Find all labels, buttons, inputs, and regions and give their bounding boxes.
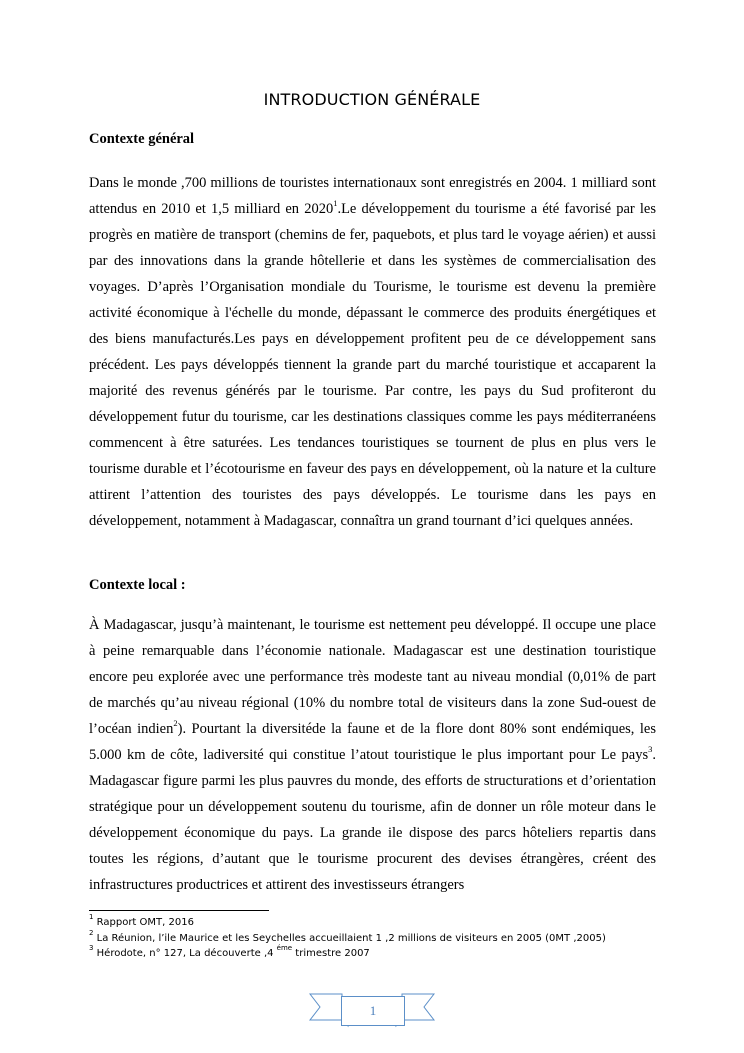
paragraph-general-context [89,170,656,534]
footnote-2 [89,928,606,944]
footnote-number: 2 [89,928,94,937]
footnote-text: Hérodote, n° 127, La découverte ,4 [93,948,277,959]
page-title: INTRODUCTION GÉNÉRALE [263,90,481,109]
section-heading-local-context: Contexte local : [89,577,186,593]
footnote-text: Rapport OMT, 2016 [93,917,194,928]
paragraph-text: À Madagascar, jusqu’à maintenant, le tourisme est nettement peu développé. Il occupe une place à peine remarquable dans l’économie nationale. Madagascar est une destination touristique encore peu explorée avec une performance très modeste tant au niveau mondial (0,01% de part de marchés qu’au niveau régional (10% du nombre total de visiteurs dans la zone Sud-ouest de l’océan indien [89,617,656,737]
footnote-1 [89,912,194,928]
footnote-number: 1 [89,912,94,921]
footnote-3 [89,943,370,959]
footnote-ref-2[interactable]: 2 [173,718,178,729]
paragraph-text: ). Pourtant la diversitéde la faune et de la flore dont 80% sont endémiques, les 5.000 km de côte, ladiversité qui constitue l’atout touristique le plus important pour Le pays [89,721,656,763]
footnote-text: La Réunion, l’ile Maurice et les Seychelles accueillaient 1 ,2 millions de visiteurs en 2005 (0MT ,2005) [93,933,606,944]
footnote-separator [89,910,269,911]
paragraph-text: Dans le monde ,700 millions de touristes internationaux sont enregistrés en 2004. 1 milliard sont attendus en 2010 et 1,5 milliard en 2020 [89,175,656,217]
page-number-banner [308,990,436,1034]
footnote-number: 3 [89,943,94,952]
footnote-text: trimestre 2007 [292,948,370,959]
section-heading-general-context: Contexte général [89,131,195,147]
paragraph-local-context [89,612,656,898]
footnote-ref-3[interactable]: 3 [648,744,653,755]
footnote-ref-1[interactable]: 1 [333,198,338,209]
paragraph-text: .Le développement du tourisme a été favorisé par les progrès en matière de transport (chemins de fer, paquebots, et plus tard le voyage aérien) et aussi par des innovations dans la grande hôtellerie et dans les systèmes de commercialisation des voyages. D’après l’Organisation mondiale du Tourisme, le tourisme est devenu la première activité économique à l'échelle du monde, dépassant le commerce des produits énergétiques et des biens manufacturés.Les pays en développement profitent peu de ce développement sans précédent. Les pays développés tiennent la grande part du marché touristique et accaparent la majorité des revenus générés par le tourisme. Par contre, les pays du Sud profiteront du développement futur du tourisme, car les destinations classiques comme les pays méditerranéens commencent à être saturées. Les tendances touristiques se tournent de plus en plus vers le tourisme durable et l’écotourisme en faveur des pays en développement, où la nature et la culture attirent l’attention des touristes des pays développés. Le tourisme dans les pays en développement, notamment à Madagascar, connaîtra un grand tournant d’ici quelques années. [89,201,656,529]
footnote-superscript: éme [276,943,293,952]
paragraph-text: . Madagascar figure parmi les plus pauvres du monde, des efforts de structurations et d’orientation stratégique pour un développement soutenu du tourisme, afin de donner un rôle moteur dans le développement économique du pays. La grande ile dispose des parcs hôteliers repartis dans toutes les régions, d’autant que le tourisme procurent des devises étrangères, créent des infrastructures productrices et attirent des investisseurs étrangers [89,747,656,893]
page-number: 1 [341,996,405,1026]
